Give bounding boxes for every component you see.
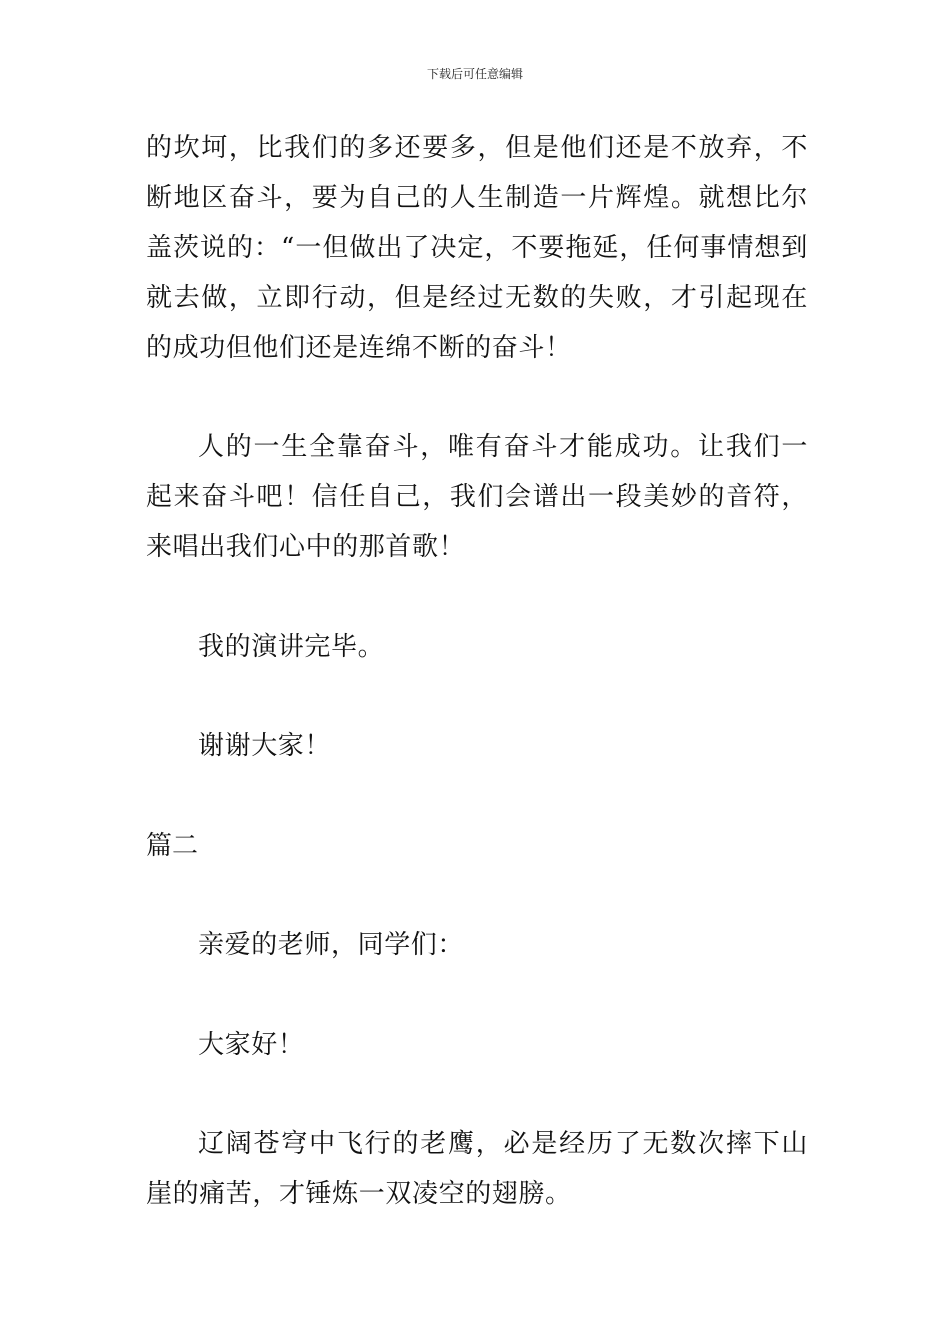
paragraph-hello: 大家好！ (198, 1030, 305, 1060)
paragraph-struggle-conclusion: 人的一生全靠奋斗，唯有奋斗才能成功。让我们一起来奋斗吧！信任自己，我们会谱出一段美妙的音符，来唱出我们心中的那首歌！ (146, 432, 808, 562)
paragraph-struggle-story: 的坎坷，比我们的多还要多，但是他们还是不放弃，不断地区奋斗，要为自己的人生制造一片辉煌。就想比尔盖茨说的：“一但做出了决定，不要拖延，任何事情想到就去做，立即行动，但是经过无数的失败，才引起现在的成功但他们还是连绵不断的奋斗！ (146, 133, 808, 363)
paragraph-speech-end: 我的演讲完毕。 (198, 632, 385, 662)
paragraph-greeting-audience: 亲爱的老师，同学们： (198, 930, 465, 960)
header-note: 下载后可任意编辑 (426, 67, 523, 81)
paragraph-eagle: 辽阔苍穹中飞行的老鹰，必是经历了无数次摔下山崖的痛苦，才锤炼一双凌空的翅膀。 (146, 1129, 808, 1209)
section-title: 篇二 (146, 831, 199, 861)
paragraph-thanks: 谢谢大家！ (198, 731, 332, 761)
